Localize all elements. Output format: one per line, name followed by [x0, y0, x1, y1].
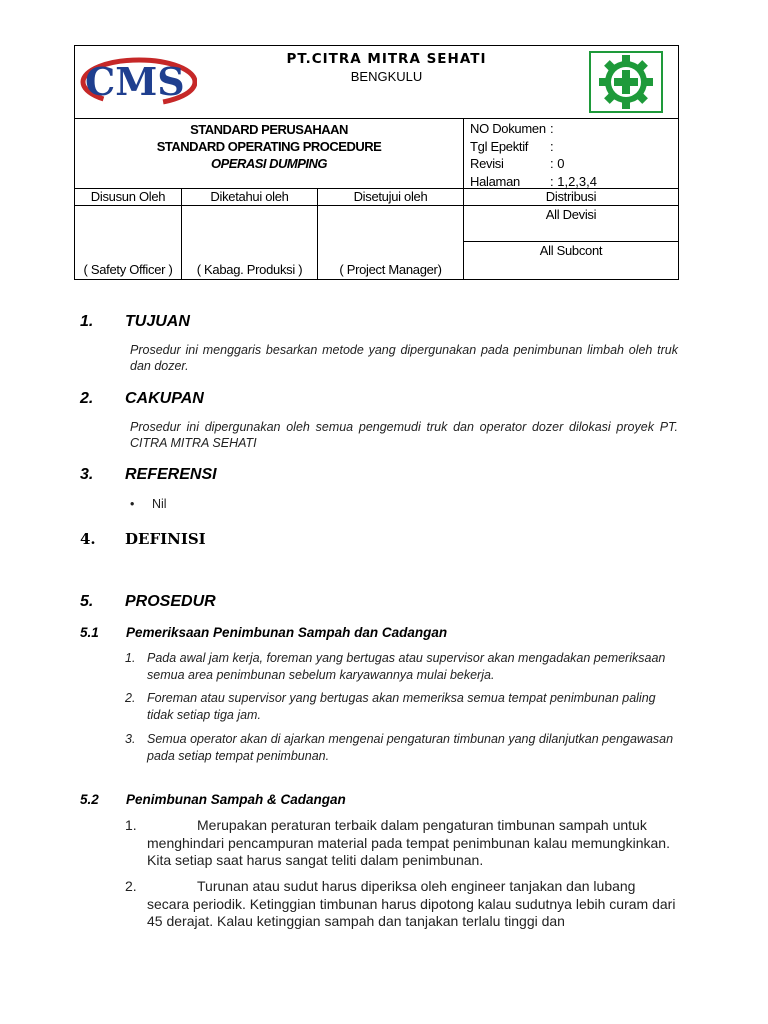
meta-value: :	[550, 121, 554, 136]
meta-key: Revisi	[470, 156, 504, 171]
sop-line-3: OPERASI DUMPING	[210, 156, 327, 171]
section-text-cakupan: Prosedur ini dipergunakan oleh semua pengemudi truk dan operator dozer dilokasi proyek PT. CITRA MITRA SEHATI	[130, 420, 678, 450]
signer-safety-officer: ( Safety Officer )	[83, 262, 173, 277]
col-diketahui: Diketahui oleh	[182, 189, 318, 205]
logo-text: CMS	[84, 59, 185, 104]
col-disusun: Disusun Oleh	[75, 189, 182, 205]
item-text: Semua operator akan di ajarkan mengenai pengaturan timbunan yang dilanjutkan pengawasan pada setiap tempat penimbunan.	[147, 732, 674, 763]
subsection-heading-5-1	[80, 625, 447, 640]
distribution-all-devisi: All Devisi	[464, 206, 678, 242]
meta-value: :	[550, 138, 554, 154]
section-heading-tujuan	[80, 313, 190, 331]
company-name: PT.CITRA MITRA SEHATI	[286, 51, 487, 67]
distribution-all-subcont: All Subcont	[539, 243, 603, 258]
item-number: 2.	[125, 878, 137, 894]
document-header-table	[74, 45, 679, 280]
sop-line-1: STANDARD PERUSAHAAN	[190, 122, 348, 137]
signer-kabag-produksi: ( Kabag. Produksi )	[196, 262, 303, 277]
section-title: REFERENSI	[125, 466, 217, 483]
company-city: BENGKULU	[350, 69, 423, 84]
meta-tgl-epektif	[470, 138, 678, 156]
section-number: 2.	[80, 390, 94, 407]
header-row-company	[75, 46, 678, 119]
section-heading-prosedur	[80, 593, 216, 611]
section-number: 4.	[80, 530, 96, 548]
list-item	[125, 731, 680, 764]
list-item	[125, 690, 680, 723]
section-number: 5.	[80, 593, 94, 610]
header-row-columns	[75, 189, 678, 206]
subsection-title: Penimbunan Sampah & Cadangan	[126, 792, 346, 807]
section-text-tujuan: Prosedur ini menggaris besarkan metode yang dipergunakan pada penimbunan limbah oleh truk dan dozer.	[130, 343, 678, 373]
document-meta-cell	[464, 119, 678, 188]
section-number: 3.	[80, 466, 94, 483]
k3-gear-cross-icon	[589, 51, 663, 113]
meta-key: Tgl Epektif	[470, 138, 529, 154]
col-distribusi: Distribusi	[545, 189, 597, 204]
item-text: Merupakan peraturan terbaik dalam pengaturan timbunan sampah untuk menghindari pencampuran material pada tempat penimbunan kalau memungkinkan. Kita setiap saat harus sangat teliti dalam penimbunan.	[147, 817, 670, 868]
bullet-icon: •	[130, 497, 135, 511]
section-heading-definisi	[80, 530, 206, 548]
sop-title-cell	[75, 119, 464, 188]
col-disetujui: Disetujui oleh	[318, 189, 464, 205]
section-number: 1.	[80, 313, 94, 330]
list-item	[125, 650, 680, 683]
item-text: Pada awal jam kerja, foreman yang bertugas atau supervisor akan mengadakan pemeriksaan semua area penimbunan sebelum karyawannya mulai bekerja.	[147, 651, 666, 682]
section-title: PROSEDUR	[125, 593, 216, 610]
subsection-heading-5-2	[80, 792, 346, 807]
list-item	[125, 878, 680, 931]
section-title: CAKUPAN	[125, 390, 204, 407]
signature-cell	[318, 206, 464, 279]
safety-logo-cell	[573, 46, 678, 118]
item-number: 1.	[125, 817, 137, 833]
item-number: 2.	[125, 691, 136, 705]
list-item	[130, 497, 167, 511]
subsection-number: 5.2	[80, 792, 99, 807]
sop-line-2: STANDARD OPERATING PROCEDURE	[156, 139, 382, 154]
meta-revisi	[470, 155, 678, 173]
section-title: TUJUAN	[125, 313, 190, 330]
section-title: DEFINISI	[125, 530, 206, 548]
signature-cell	[182, 206, 318, 279]
list-item	[125, 817, 680, 870]
subsection-title: Pemeriksaan Penimbunan Sampah dan Cadangan	[126, 625, 448, 640]
meta-halaman	[470, 173, 678, 191]
subsection-number: 5.1	[80, 625, 99, 640]
meta-value: : 0	[550, 156, 565, 171]
meta-key: Halaman	[470, 173, 520, 189]
distribution-cell	[464, 206, 678, 279]
meta-key: NO Dokumen	[470, 121, 546, 136]
signer-project-manager: ( Project Manager)	[339, 262, 442, 277]
section-heading-referensi	[80, 466, 217, 484]
item-number: 1.	[125, 651, 136, 665]
cms-logo	[79, 49, 197, 115]
header-row-signatures	[75, 206, 678, 279]
item-number: 3.	[125, 732, 136, 746]
item-text: Turunan atau sudut harus diperiksa oleh engineer tanjakan dan lubang secara periodik. Ketinggian timbunan harus dipotong kalau sudutnya lebih curam dari 45 derajat. Kalau ketinggian sampah dan tanjakan terlalu tinggi dan	[147, 878, 676, 929]
referensi-value: Nil	[152, 497, 167, 511]
meta-no-dokumen	[470, 120, 678, 138]
logo-cell	[75, 46, 200, 118]
company-cell	[200, 46, 573, 118]
meta-value: : 1,2,3,4	[550, 173, 597, 189]
header-row-sop	[75, 119, 678, 189]
signature-cell	[75, 206, 182, 279]
item-text: Foreman atau supervisor yang bertugas akan memeriksa semua tempat penimbunan paling tidak setiap tiga jam.	[147, 691, 656, 722]
section-heading-cakupan	[80, 390, 204, 408]
